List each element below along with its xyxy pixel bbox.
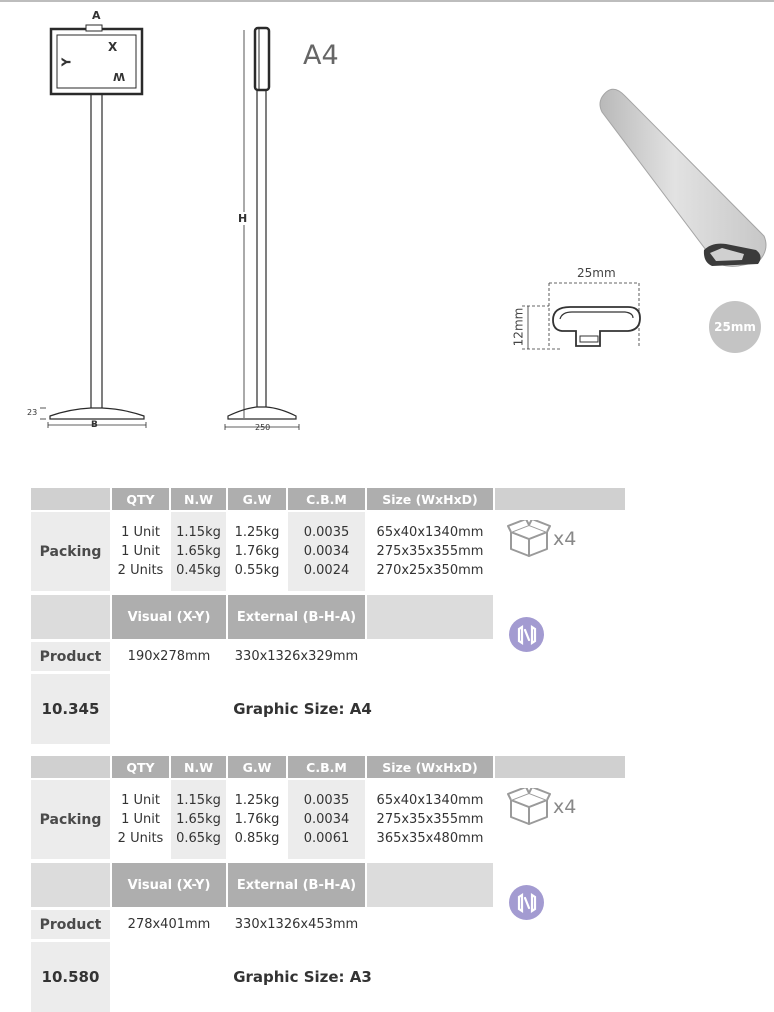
dim-w-label: W xyxy=(113,70,126,83)
gw-values xyxy=(228,780,286,859)
nw-values xyxy=(171,780,226,859)
box-multiplier: x4 xyxy=(553,528,577,550)
header-nw: N.W xyxy=(171,756,226,778)
cbm-3: 0.0061 xyxy=(303,831,350,846)
ref-blank xyxy=(495,942,625,1012)
header-size: Size (WxHxD) xyxy=(367,756,493,778)
nw-2: 1.65kg xyxy=(176,812,221,827)
dim-h-label: H xyxy=(238,212,248,225)
nw-2: 1.65kg xyxy=(176,544,221,559)
nw-3: 0.65kg xyxy=(176,831,221,846)
cbm-2: 0.0034 xyxy=(303,812,350,827)
product-blank xyxy=(367,910,493,939)
frame-profile-section xyxy=(522,283,640,349)
header-blank-right xyxy=(495,488,625,510)
sub-blank-right xyxy=(367,863,493,907)
size-3: 270x25x350mm xyxy=(376,563,484,578)
size-values xyxy=(367,780,493,859)
stand-drawing xyxy=(0,0,774,440)
dim-base-height-label: 23 xyxy=(27,408,38,417)
sub-blank-right xyxy=(367,595,493,639)
qty-3: 2 Units xyxy=(117,563,164,578)
profile-width-label: 25mm xyxy=(577,266,616,280)
graphic-size: Graphic Size: A3 xyxy=(112,942,493,1012)
dim-x-label: X xyxy=(108,40,118,54)
qty-1: 1 Unit xyxy=(121,793,160,808)
nw-3: 0.45kg xyxy=(176,563,221,578)
packing-label: Packing xyxy=(31,780,110,859)
box-count xyxy=(495,780,625,859)
dim-y-label: Y xyxy=(59,57,74,67)
product-ref: 10.580 xyxy=(41,968,100,986)
frame-icon xyxy=(509,617,544,652)
frame-profile-render xyxy=(600,89,766,266)
size-1: 65x40x1340mm xyxy=(376,793,484,808)
product-blank xyxy=(367,642,493,671)
external-header: External (B-H-A) xyxy=(228,595,365,639)
qty-2: 1 Unit xyxy=(121,544,160,559)
cbm-1: 0.0035 xyxy=(303,525,350,540)
profile-size-badge: 25mm xyxy=(709,301,761,353)
size-1: 65x40x1340mm xyxy=(376,525,484,540)
side-view xyxy=(225,28,299,430)
mount-badge xyxy=(495,863,625,942)
cbm-values xyxy=(288,780,365,859)
mount-badge xyxy=(495,595,625,674)
cbm-2: 0.0034 xyxy=(303,544,350,559)
gw-1: 1.25kg xyxy=(234,525,280,540)
qty-values xyxy=(112,780,169,859)
gw-3: 0.55kg xyxy=(234,563,280,578)
front-view xyxy=(40,25,146,428)
profile-height-label: 12mm xyxy=(511,307,526,347)
ref-cell xyxy=(31,674,110,744)
header-gw: G.W xyxy=(228,488,286,510)
header-blank-right xyxy=(495,756,625,778)
box-count xyxy=(495,512,625,591)
header-qty: QTY xyxy=(112,488,169,510)
nw-1: 1.15kg xyxy=(176,793,221,808)
header-blank xyxy=(31,488,110,510)
gw-2: 1.76kg xyxy=(234,544,280,559)
size-title: A4 xyxy=(303,40,339,71)
box-icon xyxy=(507,788,551,826)
visual-header: Visual (X-Y) xyxy=(112,863,226,907)
size-3: 365x35x480mm xyxy=(376,831,484,846)
header-qty: QTY xyxy=(112,756,169,778)
size-2: 275x35x355mm xyxy=(376,544,484,559)
dim-b-label: B xyxy=(91,420,98,430)
cbm-3: 0.0024 xyxy=(303,563,350,578)
header-gw: G.W xyxy=(228,756,286,778)
header-cbm: C.B.M xyxy=(288,756,365,778)
header-cbm: C.B.M xyxy=(288,488,365,510)
ref-cell xyxy=(31,942,110,1012)
packing-label: Packing xyxy=(31,512,110,591)
external-value: 330x1326x329mm xyxy=(228,642,365,671)
qty-2: 1 Unit xyxy=(121,812,160,827)
qty-1: 1 Unit xyxy=(121,525,160,540)
visual-value: 278x401mm xyxy=(112,910,226,939)
gw-values xyxy=(228,512,286,591)
qty-3: 2 Units xyxy=(117,831,164,846)
size-2: 275x35x355mm xyxy=(376,812,484,827)
cbm-1: 0.0035 xyxy=(303,793,350,808)
external-value: 330x1326x453mm xyxy=(228,910,365,939)
gw-1: 1.25kg xyxy=(234,793,280,808)
visual-value: 190x278mm xyxy=(112,642,226,671)
size-values xyxy=(367,512,493,591)
product-label: Product xyxy=(31,910,110,939)
header-size: Size (WxHxD) xyxy=(367,488,493,510)
sub-blank-left xyxy=(31,595,110,639)
graphic-size: Graphic Size: A4 xyxy=(112,674,493,744)
product-ref: 10.345 xyxy=(41,700,100,718)
header-nw: N.W xyxy=(171,488,226,510)
box-icon xyxy=(507,520,551,558)
dim-depth-label: 250 xyxy=(255,423,271,432)
product-label: Product xyxy=(31,642,110,671)
sub-blank-left xyxy=(31,863,110,907)
gw-2: 1.76kg xyxy=(234,812,280,827)
qty-values xyxy=(112,512,169,591)
box-multiplier: x4 xyxy=(553,796,577,818)
dim-a-label: A xyxy=(92,9,101,22)
gw-3: 0.85kg xyxy=(234,831,280,846)
visual-header: Visual (X-Y) xyxy=(112,595,226,639)
ref-blank xyxy=(495,674,625,744)
nw-values xyxy=(171,512,226,591)
nw-1: 1.15kg xyxy=(176,525,221,540)
header-blank xyxy=(31,756,110,778)
external-header: External (B-H-A) xyxy=(228,863,365,907)
frame-icon xyxy=(509,885,544,920)
cbm-values xyxy=(288,512,365,591)
